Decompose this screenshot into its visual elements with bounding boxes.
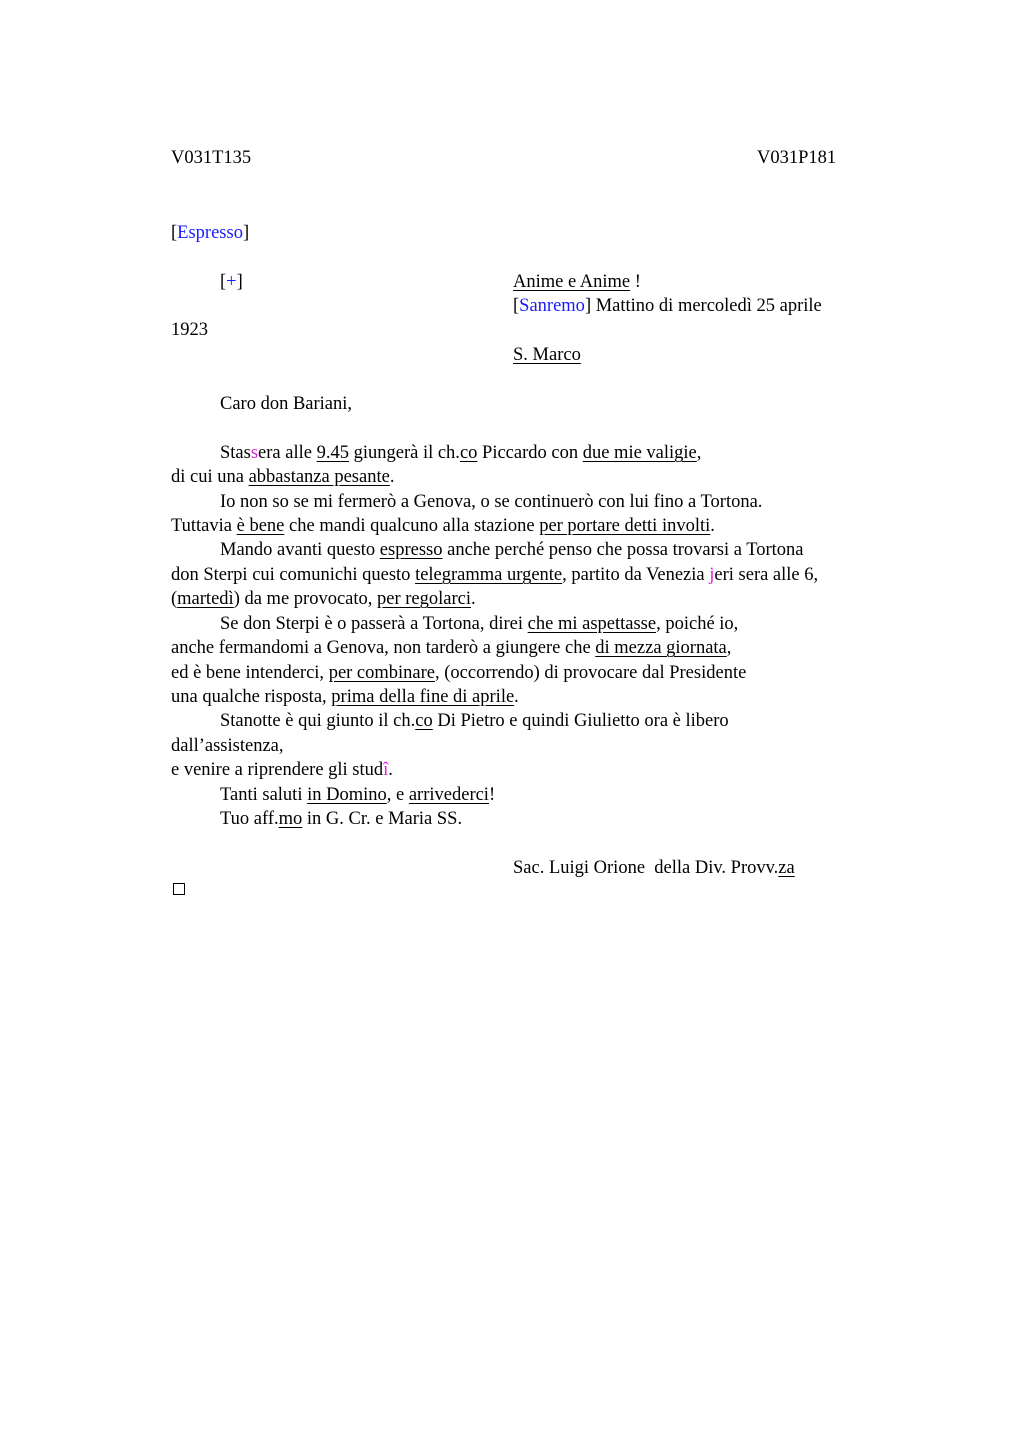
end-square-mark <box>173 883 185 895</box>
body-line-6: don Sterpi cui comunichi questo telegramma urgente, partito da Venezia jeri sera alle 6, <box>171 565 819 585</box>
delivery-note: [Espresso] <box>171 223 250 243</box>
greeting: Caro don Bariani, <box>220 394 353 414</box>
body-line-2: di cui una abbastanza pesante. <box>171 467 395 487</box>
doc-code-left: V031T135 <box>171 148 252 168</box>
closing-greeting: Tanti saluti in Domino, e arrivederci! <box>220 785 496 805</box>
body-line-7: (martedì) da me provocato, per regolarci. <box>171 589 476 609</box>
motto-text: Anime e Anime <box>513 272 631 292</box>
body-line-4: Tuttavia è bene che mandi qualcuno alla stazione per portare detti involti. <box>171 516 715 536</box>
body-line-10: ed è bene intenderci, per combinare, (occorrendo) di provocare dal Presidente <box>171 663 747 683</box>
closing-formula: Tuo aff.mo in G. Cr. e Maria SS. <box>220 809 463 829</box>
place-name: Sanremo <box>519 296 585 316</box>
motto-mark: ! <box>630 272 641 292</box>
body-line-1: Stassera alle 9.45 giungerà il ch.co Piccardo con due mie valigie, <box>220 443 702 463</box>
body-line-13: dall’assistenza, <box>171 736 284 756</box>
feast: S. Marco <box>513 345 581 365</box>
doc-code-right: V031P181 <box>757 148 837 168</box>
cross-symbol: + <box>226 272 237 292</box>
motto <box>513 271 641 293</box>
body-line-14: e venire a riprendere gli studî. <box>171 760 393 780</box>
espresso-label: Espresso <box>177 223 243 243</box>
body-line-8: Se don Sterpi è o passerà a Tortona, direi che mi aspettasse, poiché io, <box>220 614 739 634</box>
dateline: [Sanremo] Mattino di mercoledì 25 aprile <box>513 296 822 316</box>
body-line-12: Stanotte è qui giunto il ch.co Di Pietro e quindi Giulietto ora è libero <box>220 711 729 731</box>
body-line-3: Io non so se mi fermerò a Genova, o se continuerò con lui fino a Tortona. <box>220 492 763 512</box>
year: 1923 <box>171 320 208 340</box>
cross-mark: [+] <box>220 272 243 292</box>
body-line-11: una qualche risposta, prima della fine di aprile. <box>171 687 519 707</box>
signature: Sac. Luigi Orione della Div. Provv.za <box>513 858 795 878</box>
body-line-5: Mando avanti questo espresso anche perché penso che possa trovarsi a Tortona <box>220 540 804 560</box>
body-line-9: anche fermandomi a Genova, non tarderò a giungere che di mezza giornata, <box>171 638 732 658</box>
